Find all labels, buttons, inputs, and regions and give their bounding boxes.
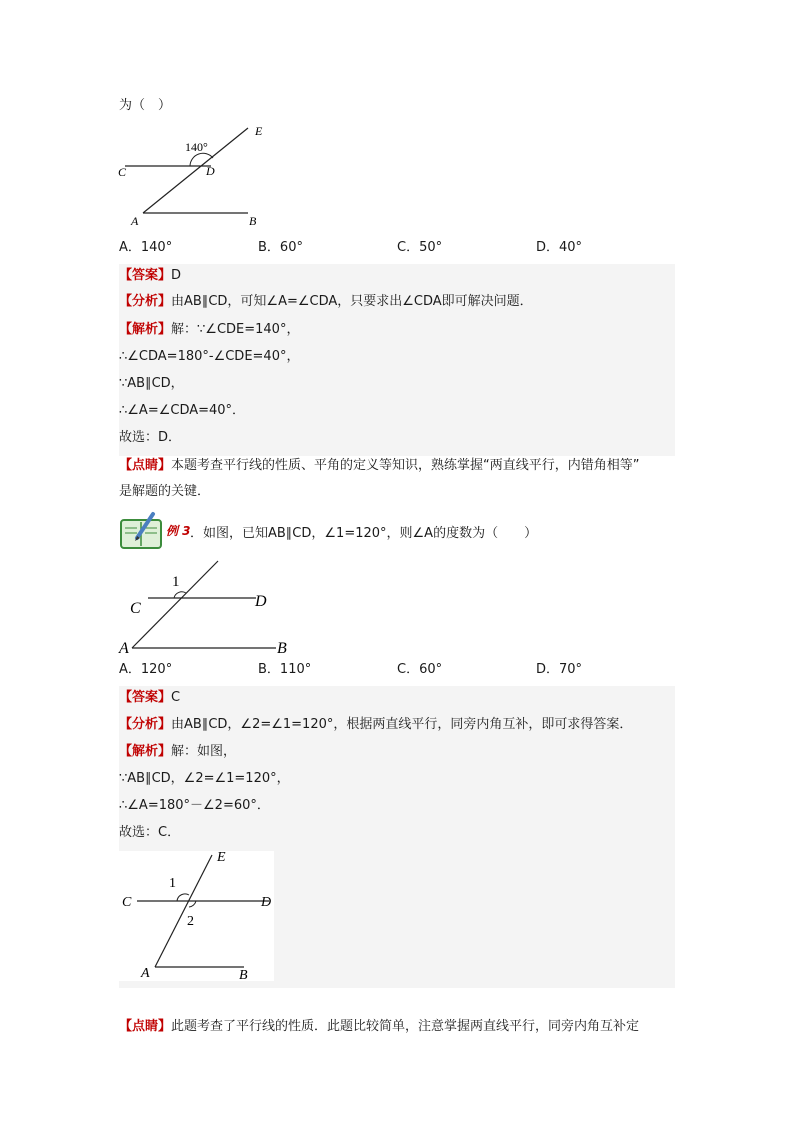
- point-d: D: [261, 895, 272, 910]
- option-c[interactable]: C．50°: [397, 240, 443, 255]
- point-e: E: [217, 851, 226, 865]
- example-label: 例 3: [166, 524, 191, 538]
- point-a: A: [141, 966, 150, 981]
- solution-line: 故选：D．: [119, 430, 182, 445]
- figure-q2: [115, 120, 280, 230]
- solution-line: ∵AB∥CD，: [119, 376, 184, 391]
- angle-label-1: 1: [169, 876, 176, 891]
- angle-label-1: 1: [172, 574, 180, 590]
- comment-row: 【点睛】此题考查了平行线的性质．此题比较简单，注意掌握两直线平行，同旁内角互补定: [119, 1019, 640, 1034]
- option-a[interactable]: A．120°: [119, 662, 173, 677]
- figure-q3-solution: [119, 851, 274, 981]
- figure-q3-solution-frame: [119, 851, 274, 981]
- question-stem-tail: 为（ ）: [119, 98, 172, 113]
- solution-line: 故选：C．: [119, 825, 181, 840]
- point-c: C: [130, 600, 141, 617]
- angle-arc-1: [177, 894, 189, 901]
- option-c[interactable]: C．60°: [397, 662, 443, 677]
- option-a[interactable]: A．140°: [119, 240, 173, 255]
- answer-row: 【答案】C: [119, 690, 181, 705]
- option-b[interactable]: B．60°: [258, 240, 303, 255]
- point-c: C: [118, 165, 127, 179]
- point-d: D: [255, 593, 267, 610]
- figure-q3: [118, 558, 298, 658]
- solution-line: ∵AB∥CD，∠2=∠1=120°，: [119, 771, 290, 786]
- answer-row: 【答案】D: [119, 268, 182, 283]
- point-e: E: [255, 124, 263, 138]
- point-a: A: [131, 214, 139, 228]
- solution-line: ∴∠CDA=180°-∠CDE=40°，: [119, 349, 300, 364]
- analysis-row: 【分析】由AB∥CD，可知∠A=∠CDA，只要求出∠CDA即可解决问题．: [119, 294, 533, 309]
- angle-arc-2: [189, 901, 196, 907]
- solution-line: ∴∠A=180°－∠2=60°．: [119, 798, 270, 813]
- option-d[interactable]: D．70°: [536, 662, 583, 677]
- point-b: B: [239, 968, 248, 981]
- point-b: B: [249, 214, 257, 228]
- solution-line: 【解析】解：∵∠CDE=140°，: [119, 322, 300, 337]
- option-d[interactable]: D．40°: [536, 240, 583, 255]
- option-b[interactable]: B．110°: [258, 662, 312, 677]
- analysis-row: 【分析】由AB∥CD，∠2=∠1=120°，根据两直线平行，同旁内角互补，即可求得答案．: [119, 717, 633, 732]
- angle-label-2: 2: [187, 914, 194, 929]
- comment-row: 【点睛】本题考查平行线的性质、平角的定义等知识，熟练掌握“两直线平行，内错角相等”: [119, 458, 640, 473]
- solution-line: 【解析】解：如图，: [119, 744, 237, 759]
- angle-label: 140°: [185, 140, 208, 154]
- point-c: C: [122, 895, 132, 910]
- question-stem-q3: ．如图，已知AB∥CD，∠1=120°，则∠A的度数为（ ）: [190, 526, 538, 541]
- comment-row-cont: 是解题的关键．: [119, 484, 211, 499]
- point-d: D: [206, 164, 215, 178]
- example-book-icon: [119, 510, 165, 550]
- point-a: A: [119, 640, 129, 657]
- line-ae: [155, 855, 212, 967]
- solution-line: ∴∠A=∠CDA=40°．: [119, 403, 246, 418]
- point-b: B: [277, 640, 287, 657]
